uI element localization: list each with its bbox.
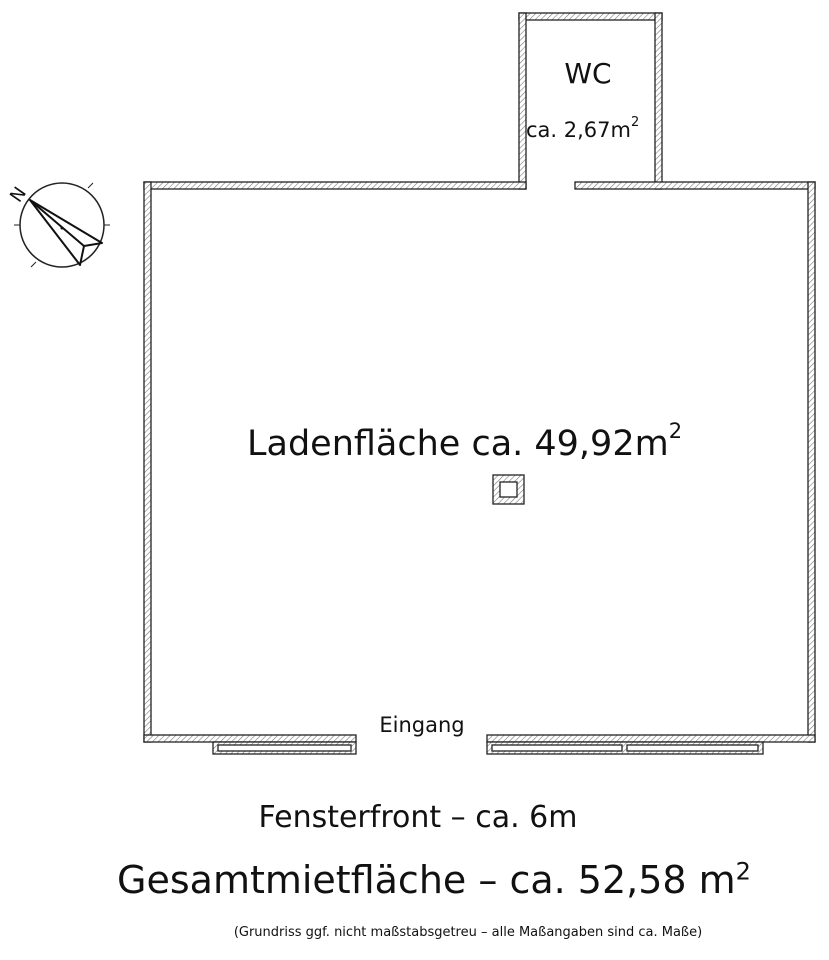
window-front-label: Fensterfront – ca. 6m bbox=[258, 800, 578, 835]
shop-area-label: Ladenfläche ca. $49,92m^2$ bbox=[247, 419, 683, 464]
shop-wall-top-left bbox=[144, 182, 526, 189]
compass bbox=[6, 183, 110, 267]
walls bbox=[144, 13, 815, 742]
total-area-sup: 2 bbox=[735, 857, 751, 886]
shop-wall-top-right bbox=[575, 182, 815, 189]
window-left-inner bbox=[218, 745, 351, 751]
shop-wall-left bbox=[144, 182, 151, 742]
wc-wall-top bbox=[519, 13, 662, 20]
wc-wall-right bbox=[655, 13, 662, 189]
shop-wall-right bbox=[808, 182, 815, 742]
compass-north-label: N bbox=[6, 183, 31, 207]
wc-name: WC bbox=[564, 57, 612, 90]
window-right-inner-a bbox=[492, 745, 622, 751]
column-core bbox=[500, 482, 517, 497]
entrance-label: Eingang bbox=[379, 713, 465, 737]
disclaimer-note: (Grundriss ggf. nicht maßstabsgetreu – alle Maßangaben sind ca. Maße) bbox=[233, 925, 703, 940]
total-area-text: Gesamtmietfläche – ca. 52,58 m bbox=[117, 858, 736, 902]
window-right-inner-b bbox=[627, 745, 758, 751]
total-area-label bbox=[74, 858, 794, 902]
shop-wall-bottom-left bbox=[144, 735, 356, 742]
shop-wall-bottom-right bbox=[487, 735, 815, 742]
wc-area: ca. $2,67m^2$ bbox=[526, 115, 640, 142]
wc-wall-left bbox=[519, 13, 526, 189]
windows bbox=[213, 742, 763, 754]
